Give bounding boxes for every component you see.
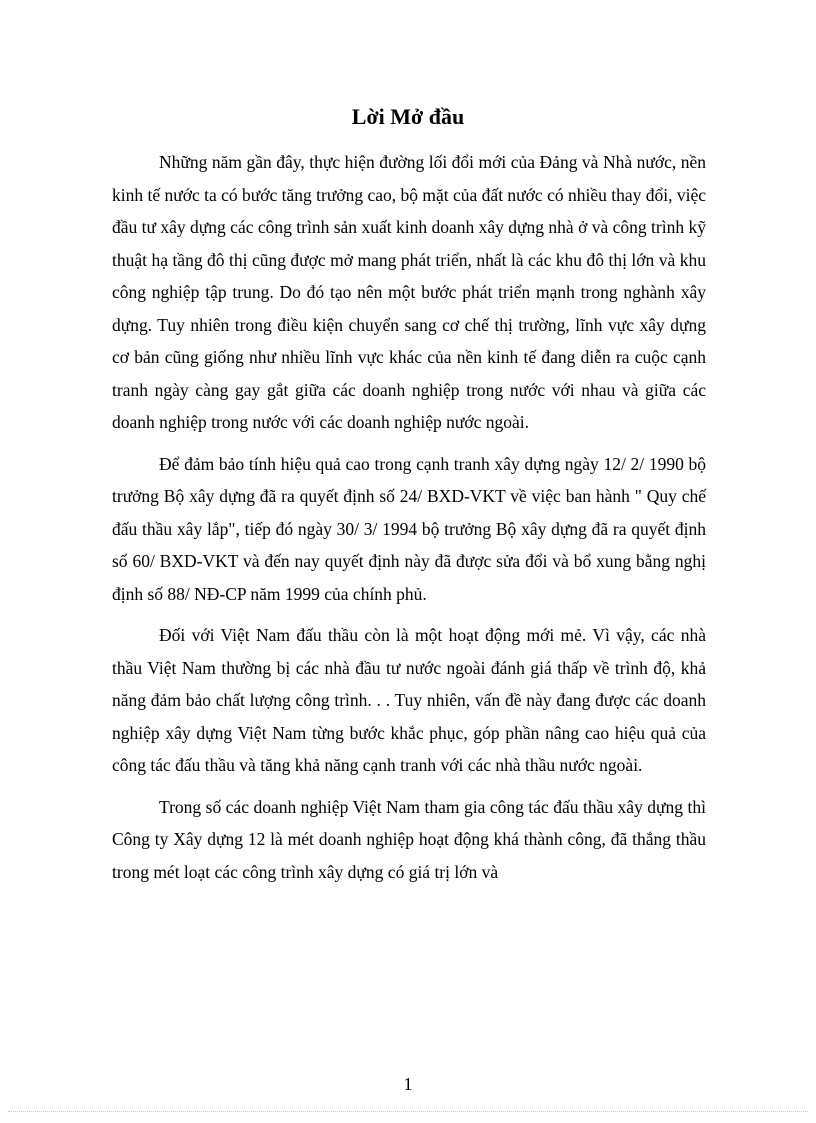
page-title: Lời Mở đầu <box>351 104 465 129</box>
paragraph-3: Đối với Việt Nam đấu thầu còn là một hoạt động mới mẻ. Vì vậy, các nhà thầu Việt Nam thường bị các nhà đầu tư nước ngoài đánh giá thấp về trình độ, khả năng đảm bảo chất lượng công trình. . . Tuy nhiên, vấn đề này đang được các doanh nghiệp xây dựng Việt Nam từng bước khắc phục, góp phần nâng cao hiệu quả của công tác đấu thầu và tăng khả năng cạnh tranh với các nhà thầu nước ngoài. <box>112 625 706 775</box>
page-number: 1 <box>403 1074 413 1094</box>
paragraph-1: Những năm gần đây, thực hiện đường lối đổi mới của Đảng và Nhà nước, nền kinh tế nước ta có bước tăng trưởng cao, bộ mặt của đất nước có nhiều thay đổi, việc đầu tư xây dựng các công trình sản xuất kinh doanh xây dựng nhà ở và công trình kỹ thuật hạ tầng đô thị cũng được mở mang phát triển, nhất là các khu đô thị lớn và khu công nghiệp tập trung. Do đó tạo nên một bước phát triển mạnh trong nghành xây dựng. Tuy nhiên trong điều kiện chuyển sang cơ chế thị trường, lĩnh vực xây dựng cơ bản cũng giống như nhiều lĩnh vực khác của nền kinh tế đang diễn ra cuộc cạnh tranh ngày càng gay gắt giữa các doanh nghiệp trong nước với nhau và giữa các doanh nghiệp trong nước với các doanh nghiệp nước ngoài. <box>112 152 706 432</box>
paragraph-2: Để đảm bảo tính hiệu quả cao trong cạnh tranh xây dựng ngày 12/ 2/ 1990 bộ trưởng Bộ xây dựng đã ra quyết định số 24/ BXD-VKT về việc ban hành " Quy chế đấu thầu xây lắp", tiếp đó ngày 30/ 3/ 1994 bộ trưởng Bộ xây dựng đã ra quyết định số 60/ BXD-VKT và đến nay quyết định này đã được sửa đổi và bổ xung bằng nghị định số 88/ NĐ-CP năm 1999 của chính phủ. <box>112 453 706 604</box>
body-text <box>112 146 706 897</box>
paragraph-4: Trong số các doanh nghiệp Việt Nam tham gia công tác đấu thầu xây dựng thì Công ty Xây dựng 12 là mét doanh nghiệp hoạt động khá thành công, đã thắng thầu trong mét loạt các công trình xây dựng có giá trị lớn và <box>112 796 706 882</box>
page-bottom-divider <box>8 1111 808 1112</box>
